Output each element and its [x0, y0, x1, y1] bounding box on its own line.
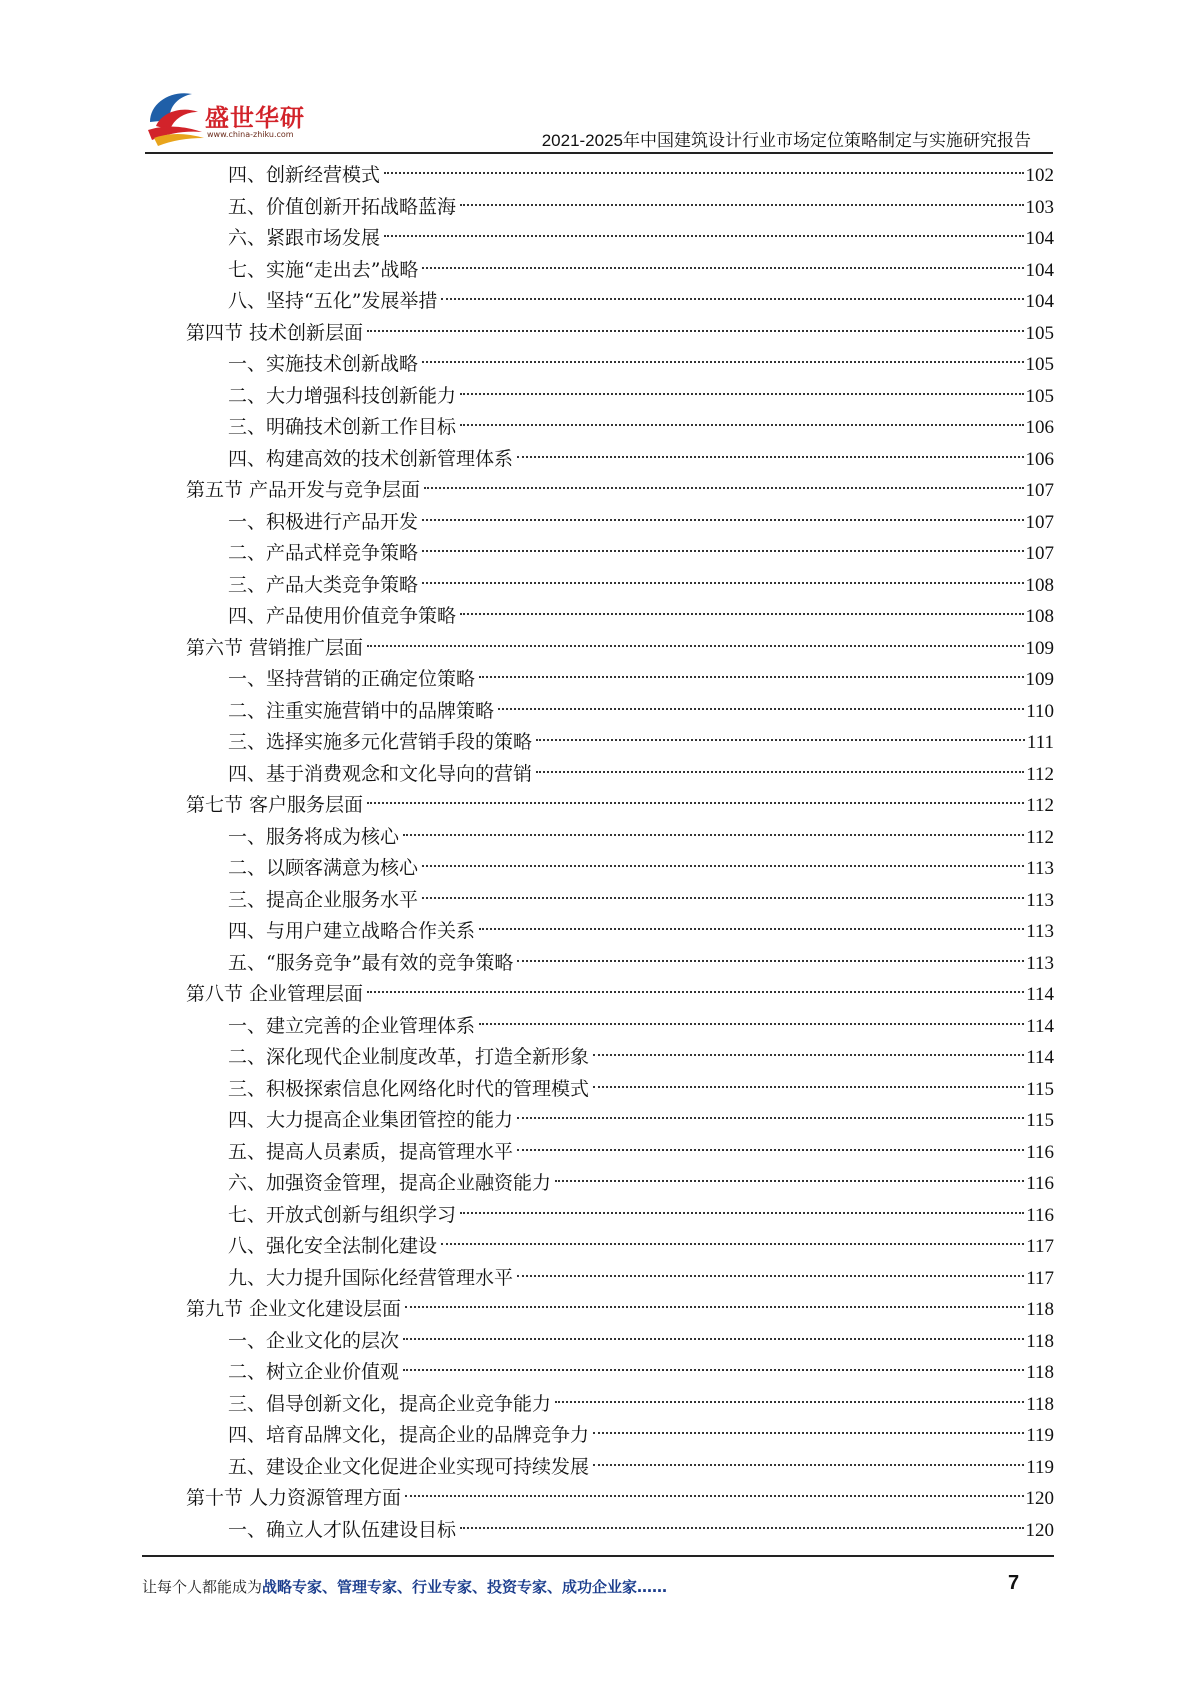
toc-entry-page: 111: [1026, 732, 1054, 753]
toc-entry-label: 第九节 企业文化建设层面: [186, 1298, 402, 1320]
toc-leader-dots: [367, 330, 1023, 332]
toc-subsection-entry[interactable]: [186, 822, 1054, 854]
toc-leader-dots: [422, 897, 1024, 899]
toc-entry-page: 116: [1026, 1141, 1054, 1163]
toc-section-entry[interactable]: [186, 475, 1054, 507]
toc-leader-dots: [460, 393, 1023, 395]
toc-subsection-entry[interactable]: [186, 948, 1054, 980]
toc-leader-dots: [422, 550, 1023, 552]
toc-entry-label: 四、培育品牌文化，提高企业的品牌竞争力: [228, 1424, 590, 1446]
toc-entry-page: 115: [1026, 1078, 1054, 1100]
toc-subsection-entry[interactable]: [186, 381, 1054, 413]
toc-entry-label: 三、明确技术创新工作目标: [228, 416, 457, 438]
toc-entry-page: 118: [1026, 1362, 1054, 1383]
toc-subsection-entry[interactable]: [186, 1011, 1054, 1043]
toc-subsection-entry[interactable]: [186, 853, 1054, 885]
toc-entry-page: 118: [1026, 1330, 1054, 1352]
toc-leader-dots: [517, 960, 1024, 962]
toc-section-entry[interactable]: [186, 979, 1054, 1011]
toc-entry-label: 三、提高企业服务水平: [228, 888, 419, 911]
toc-leader-dots: [517, 456, 1023, 458]
toc-leader-dots: [536, 771, 1024, 773]
toc-subsection-entry[interactable]: [186, 1357, 1054, 1389]
toc-entry-page: 107: [1025, 480, 1054, 501]
toc-leader-dots: [424, 487, 1023, 489]
toc-subsection-entry[interactable]: [186, 192, 1054, 224]
toc-leader-dots: [517, 1275, 1024, 1277]
toc-subsection-entry[interactable]: [186, 1105, 1054, 1137]
toc-entry-label: 一、坚持营销的正确定位策略: [228, 668, 476, 690]
header-divider: [145, 152, 1053, 154]
toc-entry-page: 118: [1026, 1299, 1054, 1320]
toc-subsection-entry[interactable]: [186, 1263, 1054, 1295]
toc-entry-label: 六、紧跟市场发展: [228, 227, 381, 249]
toc-entry-page: 114: [1026, 1047, 1054, 1068]
toc-entry-page: 117: [1026, 1267, 1054, 1289]
logo-text: 盛世华研: [205, 104, 305, 132]
toc-entry-page: 106: [1025, 448, 1054, 470]
toc-leader-dots: [403, 834, 1024, 836]
toc-subsection-entry[interactable]: [186, 1231, 1054, 1263]
toc-subsection-entry[interactable]: [186, 507, 1054, 539]
toc-subsection-entry[interactable]: [186, 1042, 1054, 1074]
toc-entry-label: 四、与用户建立战略合作关系: [228, 920, 476, 942]
toc-subsection-entry[interactable]: [186, 664, 1054, 696]
toc-entry-label: 五、价值创新开拓战略蓝海: [228, 195, 457, 218]
toc-entry-label: 六、加强资金管理，提高企业融资能力: [228, 1172, 552, 1194]
toc-leader-dots: [405, 1495, 1023, 1497]
toc-entry-label: 三、产品大类竞争策略: [228, 573, 419, 596]
toc-entry-label: 二、产品式样竞争策略: [228, 542, 419, 564]
toc-leader-dots: [593, 1054, 1024, 1056]
toc-entry-page: 102: [1025, 165, 1054, 186]
toc-entry-label: 三、选择实施多元化营销手段的策略: [228, 731, 533, 753]
toc-entry-page: 113: [1026, 858, 1054, 879]
toc-leader-dots: [422, 865, 1024, 867]
toc-section-entry[interactable]: [186, 318, 1054, 350]
footer-divider: [142, 1555, 1054, 1557]
toc-leader-dots: [384, 172, 1023, 174]
toc-leader-dots: [555, 1180, 1024, 1182]
toc-entry-page: 104: [1025, 291, 1054, 312]
toc-subsection-entry[interactable]: [186, 1420, 1054, 1452]
toc-entry-label: 四、创新经营模式: [228, 164, 381, 186]
toc-leader-dots: [460, 204, 1023, 206]
toc-entry-page: 119: [1026, 1425, 1054, 1446]
toc-subsection-entry[interactable]: [186, 223, 1054, 255]
toc-entry-page: 119: [1026, 1456, 1054, 1478]
toc-leader-dots: [517, 1149, 1024, 1151]
toc-entry-page: 105: [1025, 322, 1054, 344]
toc-entry-label: 一、确立人才队伍建设目标: [228, 1518, 457, 1541]
toc-entry-label: 一、积极进行产品开发: [228, 510, 419, 533]
toc-subsection-entry[interactable]: [186, 1137, 1054, 1169]
toc-subsection-entry[interactable]: [186, 1326, 1054, 1358]
toc-entry-page: 105: [1025, 354, 1054, 375]
toc-leader-dots: [479, 1023, 1024, 1025]
toc-entry-label: 八、强化安全法制化建设: [228, 1235, 438, 1257]
toc-entry-page: 112: [1026, 826, 1054, 848]
page-header: [0, 0, 1191, 150]
toc-entry-page: 120: [1025, 1519, 1054, 1541]
page-number: 7: [1008, 1572, 1020, 1594]
toc-entry-label: 四、产品使用价值竞争策略: [228, 605, 457, 627]
toc-subsection-entry[interactable]: [186, 885, 1054, 917]
toc-entry-page: 104: [1025, 259, 1054, 281]
toc-leader-dots: [441, 298, 1023, 300]
toc-entry-page: 116: [1026, 1173, 1054, 1194]
toc-subsection-entry[interactable]: [186, 160, 1054, 192]
toc-subsection-entry[interactable]: [186, 1074, 1054, 1106]
toc-entry-page: 103: [1025, 196, 1054, 218]
toc-leader-dots: [441, 1243, 1024, 1245]
toc-entry-label: 七、实施“走出去”战略: [228, 258, 419, 281]
toc-subsection-entry[interactable]: [186, 1452, 1054, 1484]
toc-subsection-entry[interactable]: [186, 727, 1054, 759]
toc-entry-label: 第八节 企业管理层面: [186, 983, 364, 1005]
toc-entry-page: 108: [1025, 574, 1054, 596]
toc-subsection-entry[interactable]: [186, 349, 1054, 381]
toc-entry-label: 八、坚持“五化”发展举措: [228, 290, 438, 312]
toc-entry-label: 五、“服务竞争”最有效的竞争策略: [228, 951, 514, 974]
toc-entry-label: 一、企业文化的层次: [228, 1329, 400, 1352]
toc-entry-label: 七、开放式创新与组织学习: [228, 1203, 457, 1226]
toc-leader-dots: [460, 424, 1023, 426]
toc-entry-label: 二、注重实施营销中的品牌策略: [228, 699, 495, 722]
toc-entry-page: 113: [1026, 889, 1054, 911]
toc-subsection-entry[interactable]: [186, 601, 1054, 633]
toc-subsection-entry[interactable]: [186, 255, 1054, 287]
logo-url: www.china-zhiku.com: [207, 130, 294, 139]
toc-entry-page: 113: [1026, 921, 1054, 942]
toc-entry-label: 二、树立企业价值观: [228, 1361, 400, 1383]
toc-subsection-entry[interactable]: [186, 1200, 1054, 1232]
toc-leader-dots: [422, 582, 1023, 584]
toc-leader-dots: [517, 1117, 1024, 1119]
toc-section-entry[interactable]: [186, 633, 1054, 665]
toc-section-entry[interactable]: [186, 1294, 1054, 1326]
toc-entry-label: 二、大力增强科技创新能力: [228, 384, 457, 407]
toc-leader-dots: [460, 1527, 1023, 1529]
toc-entry-page: 105: [1025, 385, 1054, 407]
toc-leader-dots: [593, 1464, 1024, 1466]
toc-subsection-entry[interactable]: [186, 759, 1054, 791]
toc-leader-dots: [479, 676, 1023, 678]
toc-entry-label: 五、提高人员素质，提高管理水平: [228, 1140, 514, 1163]
toc-subsection-entry[interactable]: [186, 286, 1054, 318]
toc-entry-label: 二、深化现代企业制度改革，打造全新形象: [228, 1046, 590, 1068]
toc-entry-label: 九、大力提升国际化经营管理水平: [228, 1266, 514, 1289]
toc-leader-dots: [403, 1369, 1024, 1371]
toc-entry-page: 107: [1025, 511, 1054, 533]
toc-subsection-entry[interactable]: [186, 444, 1054, 476]
toc-entry-page: 107: [1025, 543, 1054, 564]
toc-subsection-entry[interactable]: [186, 1515, 1054, 1547]
toc-leader-dots: [498, 708, 1024, 710]
toc-leader-dots: [593, 1086, 1024, 1088]
toc-entry-label: 一、建立完善的企业管理体系: [228, 1014, 476, 1037]
toc-leader-dots: [460, 1212, 1024, 1214]
toc-section-entry[interactable]: [186, 790, 1054, 822]
toc-entry-page: 114: [1026, 984, 1054, 1005]
toc-subsection-entry[interactable]: [186, 696, 1054, 728]
footer-slogan: [142, 1576, 667, 1597]
slogan-highlight: 战略专家、管理专家、行业专家、投资专家、成功企业家……: [262, 1578, 668, 1596]
toc-leader-dots: [422, 519, 1023, 521]
toc-leader-dots: [405, 1306, 1024, 1308]
slogan-prefix: 让每个人都能成为: [142, 1578, 263, 1596]
toc-entry-page: 109: [1025, 637, 1054, 659]
toc-leader-dots: [403, 1338, 1024, 1340]
toc-entry-label: 四、构建高效的技术创新管理体系: [228, 447, 514, 470]
toc-leader-dots: [367, 802, 1024, 804]
toc-subsection-entry[interactable]: [186, 412, 1054, 444]
toc-subsection-entry[interactable]: [186, 538, 1054, 570]
toc-leader-dots: [422, 267, 1023, 269]
toc-leader-dots: [460, 613, 1023, 615]
toc-subsection-entry[interactable]: [186, 570, 1054, 602]
toc-subsection-entry[interactable]: [186, 1168, 1054, 1200]
toc-leader-dots: [593, 1432, 1024, 1434]
toc-entry-label: 第四节 技术创新层面: [186, 321, 364, 344]
toc-entry-label: 一、实施技术创新战略: [228, 353, 419, 375]
toc-entry-label: 四、基于消费观念和文化导向的营销: [228, 762, 533, 785]
toc-entry-page: 118: [1026, 1393, 1054, 1415]
toc-leader-dots: [479, 928, 1024, 930]
toc-entry-label: 第七节 客户服务层面: [186, 794, 364, 816]
toc-entry-label: 三、积极探索信息化网络化时代的管理模式: [228, 1077, 590, 1100]
toc-subsection-entry[interactable]: [186, 1389, 1054, 1421]
toc-entry-page: 116: [1026, 1204, 1054, 1226]
toc-entry-page: 112: [1026, 763, 1054, 785]
toc-leader-dots: [536, 739, 1025, 741]
toc-entry-label: 第六节 营销推广层面: [186, 636, 364, 659]
report-title: 2021-2025年中国建筑设计行业市场定位策略制定与实施研究报告: [541, 131, 1031, 150]
toc-leader-dots: [422, 361, 1023, 363]
toc-entry-label: 五、建设企业文化促进企业实现可持续发展: [228, 1455, 590, 1478]
toc-entry-page: 120: [1025, 1488, 1054, 1509]
toc-entry-label: 四、大力提高企业集团管控的能力: [228, 1109, 514, 1131]
toc-entry-page: 104: [1025, 228, 1054, 249]
toc-entry-page: 117: [1026, 1236, 1054, 1257]
toc-section-entry[interactable]: [186, 1483, 1054, 1515]
toc-entry-page: 112: [1026, 795, 1054, 816]
toc-entry-page: 109: [1025, 669, 1054, 690]
toc-leader-dots: [555, 1401, 1024, 1403]
toc-entry-page: 106: [1025, 417, 1054, 438]
toc-subsection-entry[interactable]: [186, 916, 1054, 948]
toc-leader-dots: [367, 991, 1024, 993]
toc-entry-label: 三、倡导创新文化，提高企业竞争能力: [228, 1392, 552, 1415]
toc-entry-page: 113: [1026, 952, 1054, 974]
toc-entry-page: 115: [1026, 1110, 1054, 1131]
toc-entry-page: 110: [1026, 700, 1054, 722]
toc-entry-page: 114: [1026, 1015, 1054, 1037]
toc-entry-label: 第十节 人力资源管理方面: [186, 1487, 402, 1509]
toc-leader-dots: [367, 645, 1023, 647]
table-of-contents: [186, 160, 1054, 1546]
toc-leader-dots: [384, 235, 1023, 237]
toc-entry-page: 108: [1025, 606, 1054, 627]
toc-entry-label: 一、服务将成为核心: [228, 825, 400, 848]
toc-entry-label: 第五节 产品开发与竞争层面: [186, 479, 421, 501]
toc-entry-label: 二、以顾客满意为核心: [228, 857, 419, 879]
